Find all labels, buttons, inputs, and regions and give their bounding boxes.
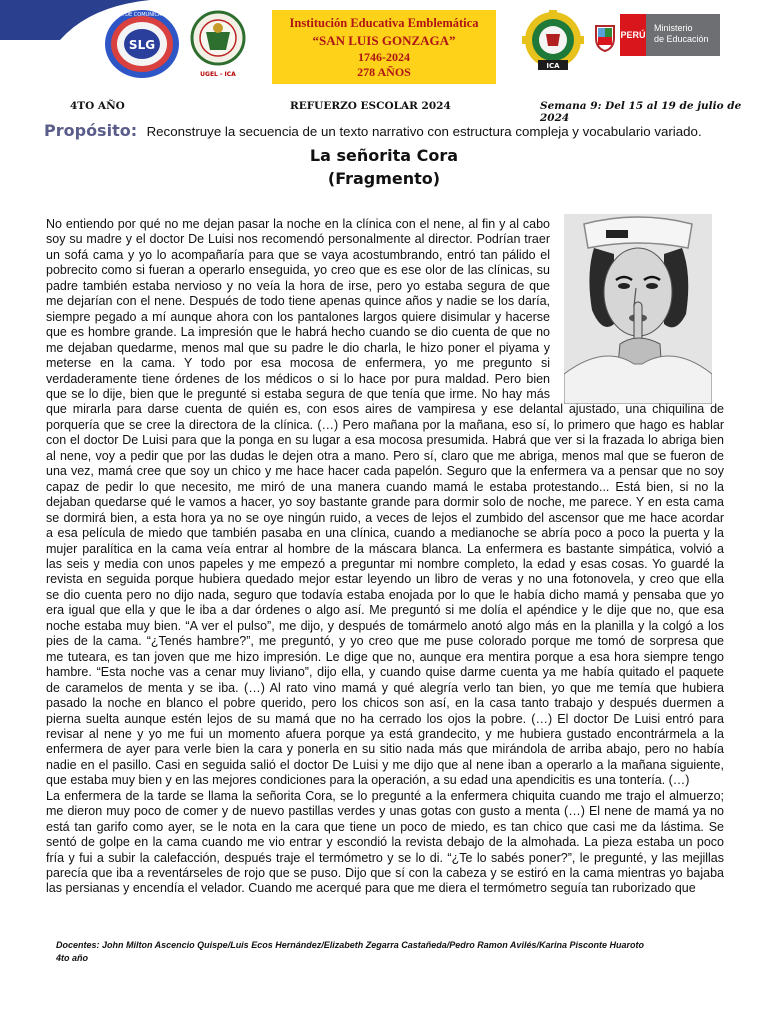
story-line: verdaderamente tiene órdenes de los médicos o si lo hace por pura maldad. Pero bien	[46, 371, 550, 386]
story-line: siempre pegado a mí aunque ahora con los pantalones largos quiere disimular y hacerse	[46, 309, 550, 324]
story-line: fría y fui a subir la calefacción, después traje el termómetro y se lo di. “¿Te lo sabés poner?”, le pregunté, y las mejillas	[46, 850, 724, 865]
story-line: era igual que ella y que le iba a dar órdenes o algo así. Me preguntó si me dolía el apéndice y le dije que no, que esa	[46, 603, 724, 618]
story-line: mujer paralítica en la cama veía entrar al hombre de la máscara blanca. La enfermera es bastante simpática, volvió a	[46, 541, 724, 556]
story-line: revista en seguida porque hubiera quedado mejor estar leyendo un libro de veras y no una fotonovela, y creo que ella	[46, 572, 724, 587]
story-line: a esa película de miedo que también pasaba en una clínica, cuando a medianoche se abría poco a poco la puerta y la	[46, 526, 724, 541]
story-line: porquería que se cree la directora de la clínica. (…) Pero mañana por la mañana, eso sí, lo primero que hago es hablar	[46, 417, 724, 432]
story-line: con el doctor De Luisi para que la ponga en su lugar a esa mocosa presumida. Habrá que ver si la frazada lo abriga bien	[46, 433, 724, 448]
story-line: capaz de pedir lo que necesito, me miró de una manera cuando mamá le estaba protestando... Está bien, si no la	[46, 479, 724, 494]
story-line: No entiendo por qué no me dejan pasar la noche en la clínica con el nene, al fin y al cabo	[46, 217, 550, 231]
story-line: La enfermera de la tarde se llama la señorita Cora, se lo pregunté a la enfermera chiquita cuando me trajo el almuerzo;	[46, 788, 724, 803]
institution-years: 1746-2024	[358, 50, 410, 64]
institution-name: “SAN LUIS GONZAGA”	[312, 33, 456, 48]
story-text	[46, 217, 724, 897]
worksheet-meta-row	[0, 100, 768, 124]
grade-label: 4TO AÑO	[70, 100, 125, 112]
ministry-name	[646, 14, 720, 56]
story-line: me tuteara, es tan joven que me hizo impresión. Le dige que no, aunque era mentira porque a esa hora siempre tengo	[46, 649, 724, 664]
story-line: parecía que iba a reventárseles de rojo que se puso. Dijo que sí con la cabeza y se estiró en la cama mientras yo bajaba	[46, 866, 724, 881]
story-title: La señorita Cora	[309, 146, 459, 165]
footer-grade: 4to año	[56, 953, 89, 963]
purpose-text: Reconstruye la secuencia de un texto narrativo con estructura compleja y vocabulario variado.	[146, 124, 702, 139]
story-line: al nene, voy a pedir que por las dudas le dejen otra a mano. Pero sí, claro que me abriga, menos mal que se fueron de	[46, 448, 724, 463]
ie-logo-label: ICA	[546, 62, 560, 70]
story-line: pierna suelta aunque estén lejos de su mamá que no ha cerrado los ojos la pobre. (…) El doctor De Luisi entró para	[46, 711, 724, 726]
story-line: pasado la noche en blanco el pobre querido, pero los chicos son así, en la casa tanto trabajo y después duermen a	[46, 696, 724, 711]
story-line: que mirarla para darse cuenta de quién es, con esos aires de vampiresa y ese delantal ajustado, una chiquilina de	[46, 402, 724, 417]
teachers-credit: Docentes: John Milton Ascencio Quispe/Luis Ecos Hernández/Elizabeth Zegarra Castañeda/Pedro Ramon Avilés/Karina Piscontе Huaroto	[56, 940, 644, 950]
institution-type: Institución Educativa Emblemática	[289, 16, 479, 30]
story-line: se dio cuenta pero no dijo nada, seguro que todavía estaba enojada por lo que le había dicho mamá y pensaba que yo	[46, 587, 724, 602]
story-line: dejaban quedarse qué le vamos a hacer, yo soy bastante grande para dormir solo de noche, me parece. Y en esta cama	[46, 495, 724, 510]
peru-shield-icon	[594, 22, 616, 52]
program-label: REFUERZO ESCOLAR 2024	[290, 100, 451, 112]
story-line: de caramelos de menta y se iba. (…) Al rato vino mamá y qué alegría verlo tan bien, yo que me temía que hubiera	[46, 680, 724, 695]
story-line: me dejarían con el nene. Después de todo tiene apenas quince años y nadie se los daría,	[46, 294, 550, 309]
story-line: pobrecito como si fueran a operarlo enseguida, yo creo que es ese olor de las clínicas, su	[46, 263, 550, 278]
week-label: Semana 9: Del 15 al 19 de julio de 2024	[540, 100, 742, 124]
ministry-line2: de Educación	[654, 34, 709, 44]
comunicacion-area-logo	[102, 8, 182, 80]
story-line: noche estaba muy bien. “A ver el pulso”, me dijo, y después de tomármelo anotó algo más en la planilla y la colgó a los	[46, 618, 724, 633]
story-line: me dejaban quedarme, menos mal que su padre le dio charla, le hizo poner el piyama y	[46, 340, 550, 355]
story-line: una vez, mamá cree que soy un chico y me hace hacer cada papelón. Seguro que la enfermera va a pensar que no soy	[46, 464, 724, 479]
story-line: que se lo dije, bien que le pregunté si estaba segura de que tenía que irme. No hay más	[46, 386, 550, 401]
story-line: que es hombre grande. La impresión que le habrá hecho cuando se dio cuenta de que no	[46, 325, 550, 340]
story-line: sentó de golpe en la cama cuando me vio entrar y escondió la revista debajo de la almohada. La pieza estaba un poco	[46, 835, 724, 850]
ministry-line1: Ministerio	[654, 23, 693, 33]
institution-emblem-logo	[516, 10, 590, 74]
story-line: las seis y media con unos papeles y me empezó a preguntar mi nombre completo, la edad y esas cosas. Yo guardé la	[46, 556, 724, 571]
story-line: que estaba muy bien y en las mejores condiciones para la operación, a su edad una apendicitis es una tontería. (…)	[46, 773, 690, 788]
institution-title-box	[272, 10, 496, 84]
comunicacion-logo-ring-text: ÁREA DE COMUNICACIÓN	[110, 12, 174, 18]
story-line: un sofá cama y yo lo acompañaría para que se vaya acostumbrando, entró tan pálido el	[46, 247, 550, 262]
story-line: pies de la cama. “¿Tenés hambre?”, me preguntó, y yo creo que me puse colorado porque me tomó de sorpresa que	[46, 634, 724, 649]
comunicacion-logo-center-text: SLG	[128, 38, 156, 52]
story-line: hambre. “Esta noche vas a cenar muy liviano”, dijo ella, y cuando quise darme cuenta ya me había quitado el paquete	[46, 665, 724, 680]
story-line: se dormirá bien, a esta hora ya no se oye ningún ruido, a veces de lejos el zumbido del ascensor que me hace acordar	[46, 510, 724, 525]
institution-anniversary: 278 AÑOS	[357, 65, 411, 79]
story-subtitle: (Fragmento)	[327, 169, 441, 188]
story-line: nadie en el pasillo. Casi en seguida salió el doctor De Luisi y me dijo que al nene iban a operarlo a la mañana siguiente,	[46, 757, 724, 772]
story-line: padre también estaba nervioso y no veía la hora de irse, pero yo estaba segura de que	[46, 278, 550, 293]
ugel-logo-label: UGEL - ICA	[200, 71, 236, 78]
ministerio-educacion-logo	[620, 14, 720, 56]
story-line: está tan garifo como ayer, se le nota en la cara que tiene un poco de miedo, es tan chico que casi me da lástima. Se	[46, 819, 724, 834]
story-line: meterse en la cama. Y todo por esa mocosa de enfermera, yo me pregunto si	[46, 356, 550, 371]
ugel-ica-logo	[186, 10, 250, 78]
story-line: soy su madre y el doctor De Luisi nos recomendó personalmente al director. Podrían traer	[46, 232, 550, 247]
purpose-line	[44, 121, 764, 141]
story-line: revisar al nene y yo me fui un momento afuera porque ya está grandecito, y me hubiera gustado encontrármela a la	[46, 726, 724, 741]
story-line: me dieron muy poco de comer y de nuevo pastillas verdes y unas gotas con gusto a menta (…) El nene de mamá ya no	[46, 804, 724, 819]
peru-brand-label: PERÚ	[620, 14, 646, 56]
story-line: enfermera de ayer para verle bien la cara y ponerla en su sitio nada más que mirándola de arriba abajo, pero no había	[46, 742, 724, 757]
story-line: las persianas y encendía el velador. Cuando me acerqué para que me diera el termómetro seguía tan ruborizado que	[46, 881, 696, 896]
purpose-label: Propósito:	[44, 121, 138, 140]
